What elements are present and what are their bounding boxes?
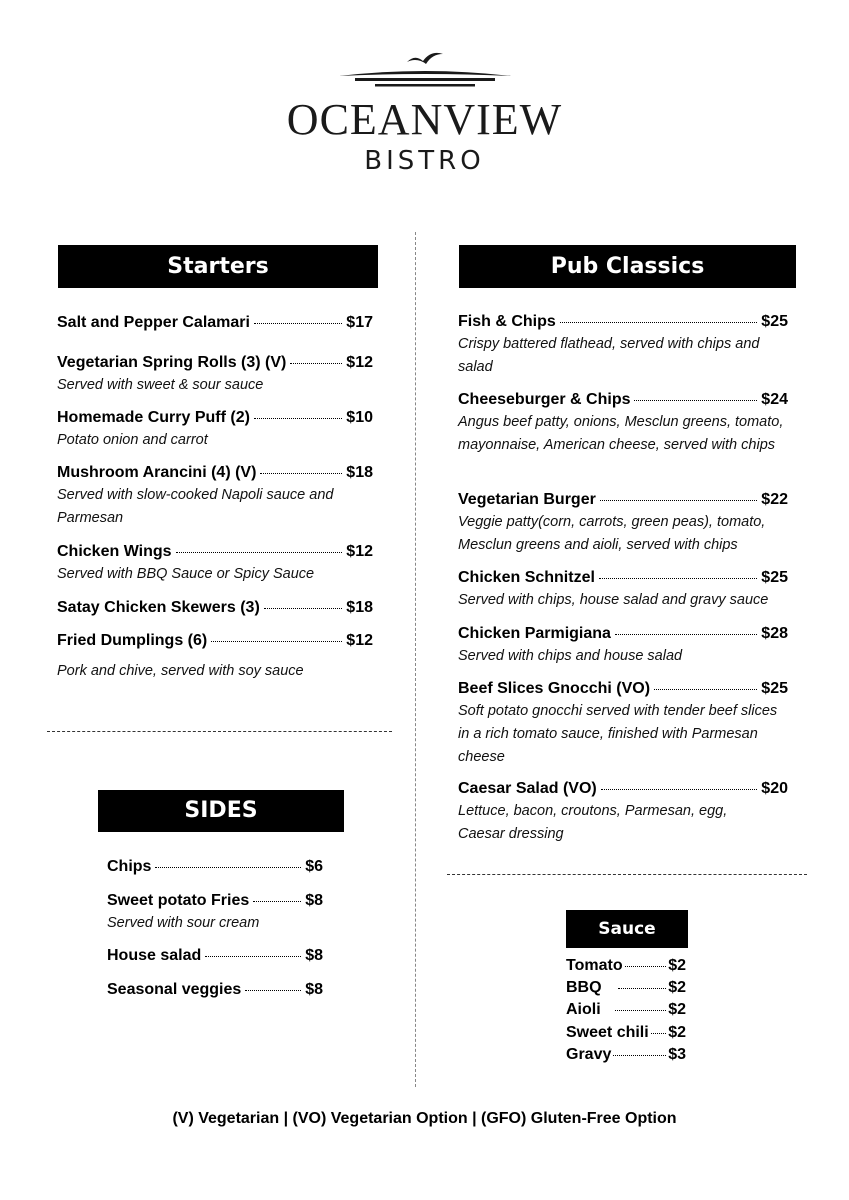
leader-dots <box>245 990 301 991</box>
leader-dots <box>651 1033 667 1034</box>
menu-item <box>458 569 788 612</box>
menu-item <box>458 625 788 668</box>
item-price: $8 <box>305 981 323 998</box>
menu-item <box>458 313 788 379</box>
starters-heading: Starters <box>58 245 378 288</box>
menu-item <box>458 680 788 769</box>
menu-item <box>458 491 788 557</box>
leader-dots <box>253 901 301 902</box>
dietary-legend: (V) Vegetarian | (VO) Vegetarian Option | (GFO) Gluten-Free Option <box>172 1110 677 1127</box>
menu-item <box>566 979 686 997</box>
leader-dots <box>260 473 342 474</box>
leader-dots <box>600 500 757 501</box>
item-description: Potato onion and carrot <box>57 432 208 448</box>
menu-item <box>57 543 373 586</box>
item-name: Sweet potato Fries <box>107 892 250 909</box>
item-price: $8 <box>305 947 323 964</box>
brand-logo <box>0 48 849 176</box>
menu-item <box>57 599 373 617</box>
item-description: Served with chips, house salad and gravy sauce <box>458 592 769 608</box>
leader-dots <box>634 400 757 401</box>
item-name: Chicken Schnitzel <box>458 569 595 586</box>
item-description: Served with BBQ Sauce or Spicy Sauce <box>57 566 315 582</box>
item-name: Caesar Salad (VO) <box>458 780 597 797</box>
item-name: Salt and Pepper Calamari <box>57 314 250 331</box>
leader-dots <box>615 1010 667 1011</box>
item-name: Seasonal veggies <box>107 981 242 998</box>
item-price: $25 <box>761 680 788 697</box>
item-name: Chicken Parmigiana <box>458 625 611 642</box>
menu-item <box>57 464 373 530</box>
leader-dots <box>155 867 301 868</box>
item-name: Vegetarian Burger <box>458 491 596 508</box>
item-description: Soft potato gnocchi served with tender beef slices in a rich tomato sauce, finished with Parmesan cheese <box>458 703 778 765</box>
item-price: $22 <box>761 491 788 508</box>
item-price: $8 <box>305 892 323 909</box>
leader-dots <box>599 578 757 579</box>
leader-dots <box>615 634 757 635</box>
menu-item <box>107 858 323 876</box>
sauce-heading: Sauce <box>566 910 688 948</box>
item-price: $25 <box>761 313 788 330</box>
brand-name: OCEANVIEW <box>286 95 563 144</box>
leader-dots <box>205 956 301 957</box>
item-price: $18 <box>346 464 373 481</box>
item-name: Mushroom Arancini (4) (V) <box>57 464 257 481</box>
leader-dots <box>618 988 667 989</box>
column-divider <box>415 232 416 1087</box>
leader-dots <box>560 322 758 323</box>
leader-dots <box>625 966 667 967</box>
menu-item <box>566 1024 686 1042</box>
item-name: Cheeseburger & Chips <box>458 391 631 408</box>
menu-item <box>107 981 323 999</box>
item-name: Homemade Curry Puff (2) <box>57 409 250 426</box>
leader-dots <box>613 1055 666 1056</box>
menu-item <box>57 354 373 397</box>
item-name: Tomato <box>566 957 623 974</box>
item-price: $2 <box>668 1001 686 1018</box>
menu-item <box>57 314 373 332</box>
seagull-over-waves-icon <box>335 48 515 94</box>
menu-item <box>57 632 373 683</box>
item-name: Satay Chicken Skewers (3) <box>57 599 260 616</box>
leader-dots <box>264 608 343 609</box>
menu-item <box>458 780 788 846</box>
menu-item <box>107 892 323 935</box>
leader-dots <box>290 363 342 364</box>
item-description: Served with sweet & sour sauce <box>57 377 264 393</box>
item-description: Angus beef patty, onions, Mesclun greens, tomato, mayonnaise, American cheese, served with chips <box>458 414 784 453</box>
item-name: Aioli <box>566 1001 601 1018</box>
item-price: $18 <box>346 599 373 616</box>
brand-subtitle: BISTRO <box>364 146 485 176</box>
item-name: Gravy <box>566 1046 612 1063</box>
menu-item <box>566 1046 686 1064</box>
item-description: Served with slow-cooked Napoli sauce and Parmesan <box>57 487 334 526</box>
menu-item <box>107 947 323 965</box>
item-description: Lettuce, bacon, croutons, Parmesan, egg, Caesar dressing <box>458 803 728 842</box>
sides-heading: SIDES <box>98 790 344 832</box>
leader-dots <box>211 641 342 642</box>
menu-item <box>57 409 373 452</box>
item-name: Fried Dumplings (6) <box>57 632 208 649</box>
leader-dots <box>254 323 342 324</box>
item-price: $12 <box>346 632 373 649</box>
item-name: Beef Slices Gnocchi (VO) <box>458 680 651 697</box>
pub-classics-heading: Pub Classics <box>459 245 796 288</box>
item-price: $20 <box>761 780 788 797</box>
item-price: $12 <box>346 354 373 371</box>
item-price: $2 <box>668 979 686 996</box>
item-price: $2 <box>668 1024 686 1041</box>
leader-dots <box>254 418 342 419</box>
item-price: $28 <box>761 625 788 642</box>
leader-dots <box>601 789 758 790</box>
item-description: Served with chips and house salad <box>458 648 683 664</box>
item-name: Vegetarian Spring Rolls (3) (V) <box>57 354 287 371</box>
item-name: House salad <box>107 947 202 964</box>
item-name: Fish & Chips <box>458 313 556 330</box>
item-price: $25 <box>761 569 788 586</box>
item-price: $10 <box>346 409 373 426</box>
item-description: Veggie patty(corn, carrots, green peas), tomato, Mesclun greens and aioli, served with chips <box>458 514 766 553</box>
menu-item <box>458 391 788 457</box>
item-price: $3 <box>668 1046 686 1063</box>
item-name: Sweet chili <box>566 1024 649 1041</box>
item-price: $2 <box>668 957 686 974</box>
item-name: Chicken Wings <box>57 543 172 560</box>
item-name: Chips <box>107 858 152 875</box>
item-description: Crispy battered flathead, served with chips and salad <box>458 336 760 375</box>
item-price: $24 <box>761 391 788 408</box>
leader-dots <box>176 552 343 553</box>
menu-item <box>566 957 686 975</box>
section-divider <box>447 874 807 875</box>
item-description: Served with sour cream <box>107 915 260 931</box>
leader-dots <box>654 689 757 690</box>
item-price: $17 <box>346 314 373 331</box>
item-description: Pork and chive, served with soy sauce <box>57 663 304 679</box>
section-divider <box>47 731 392 732</box>
item-name: BBQ <box>566 979 602 996</box>
item-price: $12 <box>346 543 373 560</box>
item-price: $6 <box>305 858 323 875</box>
menu-item <box>566 1001 686 1019</box>
